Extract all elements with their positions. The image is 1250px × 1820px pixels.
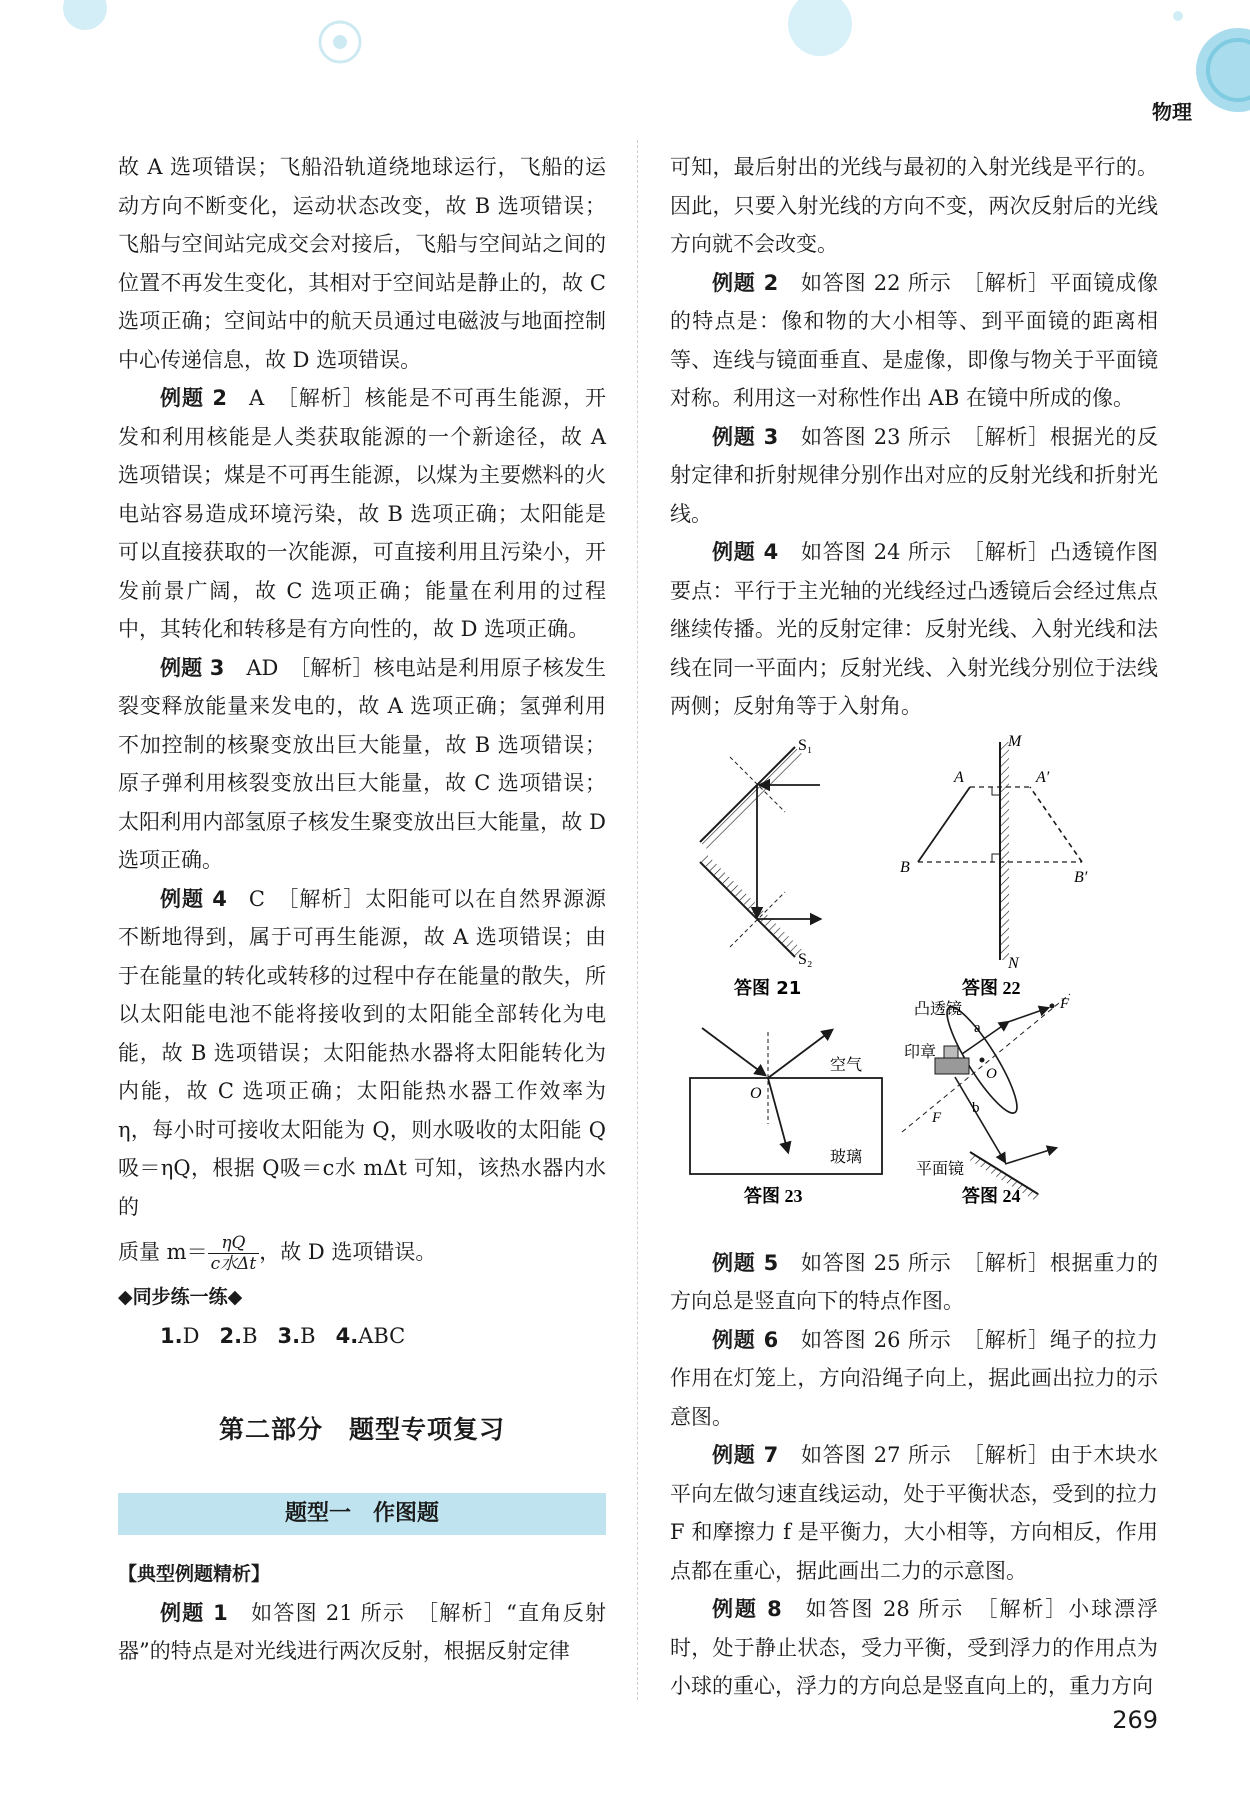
- stamp: [935, 1058, 969, 1074]
- label-air: 空气: [830, 1056, 863, 1074]
- figure-21: [700, 737, 820, 999]
- example-2: [118, 379, 606, 649]
- example-8: [670, 1590, 1158, 1706]
- header-decoration: [0, 0, 1250, 130]
- example-text: 如答图 28 所示 ［解析］小球漂浮时，处于静止状态，受力平衡，受到浮力的作用点为小球的重心，浮力的方向总是竖直向上的，重力方向: [670, 1597, 1158, 1698]
- right-column: [670, 148, 1158, 1706]
- example-3: [670, 418, 1158, 534]
- fraction-numerator: ηQ: [208, 1233, 260, 1254]
- label-a: a: [974, 1019, 981, 1036]
- reflected-ray: [768, 1030, 832, 1078]
- mirror-s2: [700, 862, 795, 957]
- answer-value: B: [242, 1323, 258, 1348]
- label-n: N: [1008, 954, 1019, 972]
- caption-fig24: 答图 24: [962, 1185, 1021, 1206]
- example-text: 如答图 21 所示 ［解析］“直角反射器”的特点是对光线进行两次反射，根据反射定律: [118, 1600, 606, 1663]
- example-label: 例题 5: [712, 1250, 779, 1275]
- label-b-prime: B′: [1074, 868, 1088, 886]
- label-b: b: [972, 1099, 980, 1116]
- fraction-denominator: c水Δt: [210, 1254, 257, 1274]
- answer-number: 3.: [277, 1323, 301, 1348]
- caption-fig22: 答图 22: [962, 977, 1021, 998]
- left-column: [118, 148, 606, 1671]
- caption-fig21: 答图 21: [734, 977, 802, 999]
- example-label: 例题 3: [712, 424, 779, 449]
- answer-number: 2.: [219, 1323, 243, 1348]
- answer-number: 1.: [160, 1323, 183, 1348]
- example-2: [670, 264, 1158, 418]
- mirror-s1: [700, 747, 795, 842]
- example-text: C ［解析］太阳能可以在自然界源源不断地得到，属于可再生能源，故 A 选项错误；由于在能量的转化或转移的过程中存在能量的散失，所以太阳能电池不能将接收到的太阳能全部转化为电能，故 B 选项错误；太阳能热水器将太阳能转化为内能，故 C 选项正确；太阳能热水器工作效率为 η，每小时可接收太阳能为 Q，则水吸收的太阳能 Q吸＝ηQ，根据 Q吸＝c水 mΔt 可知，该热水器内水的: [118, 886, 606, 1219]
- example-3: [118, 649, 606, 880]
- figure-23: [690, 1028, 882, 1206]
- example-label: 例题 7: [712, 1443, 779, 1467]
- example-7: [670, 1436, 1158, 1590]
- example-4: [670, 533, 1158, 726]
- example-text: 如答图 24 所示 ［解析］凸透镜作图要点：平行于主光轴的光线经过凸透镜后会经过焦点继续传播。光的反射定律：反射光线、入射光线和法线在同一平面内；反射光线、入射光线分别位于法线两侧；反射角等于入射角。: [670, 540, 1158, 718]
- focus-point: [1050, 1003, 1055, 1008]
- figure-22: [900, 733, 1088, 998]
- example-5: [670, 1244, 1158, 1321]
- example-label: 例题 6: [712, 1327, 779, 1352]
- example-label: 例题 1: [160, 1600, 228, 1625]
- caption-fig23: 答图 23: [744, 1185, 803, 1206]
- label-stamp: 印章: [904, 1043, 937, 1061]
- example-label: 例题 4: [712, 540, 779, 564]
- answer-value: D: [182, 1323, 200, 1348]
- ray-b: [955, 1077, 1005, 1162]
- example-text: AD ［解析］核电站是利用原子核发生裂变释放能量来发电的，故 A 选项正确；氢弹利用不加控制的核聚变放出巨大能量，故 B 选项错误；原子弹利用核裂变放出巨大能量，故 C 选项错误；太阳利用内部氢原子核发生聚变放出巨大能量，故 D 选项正确。: [118, 655, 606, 872]
- example-6: [670, 1321, 1158, 1437]
- answer-value: ABC: [358, 1323, 406, 1348]
- example-text: 如答图 26 所示 ［解析］绳子的拉力作用在灯笼上，方向沿绳子向上，据此画出拉力的示意图。: [670, 1327, 1158, 1429]
- right-angle-mark: [992, 787, 1000, 795]
- example-label: 例题 2: [712, 270, 779, 295]
- example-4: [118, 880, 606, 1227]
- practice-title: ◆同步练一练◆: [118, 1286, 243, 1308]
- column-divider: [637, 140, 638, 1700]
- mirror-s1-hatch: [704, 751, 799, 846]
- example-text: 如答图 25 所示 ［解析］根据重力的方向总是竖直向下的特点作图。: [670, 1250, 1158, 1313]
- example-text: A ［解析］核能是不可再生能源，开发和利用核能是人类获取能源的一个新途径，故 A 选项错误；煤是不可再生能源，以煤为主要燃料的火电站容易造成环境污染，故 B 选项正确；太阳能是可以直接获取的一次能源，可直接利用且污染小，开发前景广阔，故 C 选项正确；能量在利用的过程中，其转化和转移是有方向性的，故 D 选项正确。: [118, 386, 606, 641]
- decor-circle: [63, 0, 107, 30]
- mirror-hatch: [1001, 742, 1009, 960]
- label-a-prime: A′: [1036, 768, 1050, 786]
- label-lens: 凸透镜: [914, 1000, 963, 1018]
- label-a: A: [954, 768, 964, 786]
- image-ab: [1030, 787, 1082, 862]
- stamp-handle: [944, 1046, 958, 1058]
- example-label: 例题 3: [160, 655, 225, 680]
- example-text: 如答图 22 所示 ［解析］平面镜成像的特点是：像和物的大小相等、到平面镜的距离相等、连线与镜面垂直、是虚像，即像与物关于平面镜对称。利用这一对称性作出 AB 在镜中所成的像。: [670, 270, 1158, 410]
- example-text: 如答图 23 所示 ［解析］根据光的反射定律和折射规律分别作出对应的反射光线和折射光线。: [670, 424, 1158, 526]
- ray-a: [962, 1019, 1008, 1054]
- example-label: 例题 2: [160, 386, 227, 410]
- figures-block: [670, 732, 1158, 1240]
- label-mirror: 平面镜: [916, 1160, 965, 1178]
- answers-line: [118, 1317, 606, 1356]
- label-b: B: [900, 858, 910, 876]
- section-label: 【典型例题精析】: [118, 1563, 271, 1585]
- answer-value: B: [300, 1323, 316, 1348]
- decor-circle: [788, 0, 852, 56]
- label-o: O: [986, 1065, 997, 1082]
- paragraph: 故 A 选项错误；飞船沿轨道绕地球运行，飞船的运动方向不断变化，运动状态改变，故 B 选项错误；飞船与空间站完成交会对接后，飞船与空间站之间的位置不再发生变化，其相对于空间站是静止的，故 C 选项正确；空间站中的航天员通过电磁波与地面控制中心传递信息，故 D 选项错误。: [118, 155, 606, 372]
- right-angle-mark: [992, 854, 1000, 862]
- label-f2: F: [932, 1109, 942, 1126]
- example-4-formula-line: [118, 1226, 606, 1278]
- mirror-s2-hatch: [704, 858, 799, 953]
- example-label: 例题 4: [160, 886, 227, 911]
- label-glass: 玻璃: [830, 1148, 863, 1166]
- example-label: 例题 8: [712, 1597, 782, 1621]
- reflected-ray: [1005, 1148, 1056, 1164]
- part-title: 第二部分 题型专项复习: [218, 1415, 505, 1444]
- refracted-ray: [768, 1078, 788, 1152]
- optical-center: [980, 1057, 985, 1062]
- decor-dot: [1173, 11, 1183, 21]
- example-1: [118, 1594, 606, 1671]
- page-number: 269: [1112, 1706, 1158, 1734]
- fraction: [208, 1233, 260, 1274]
- ray-a-out: [1008, 1008, 1048, 1022]
- label-s2: S₂: [798, 950, 813, 968]
- label-o: O: [750, 1084, 762, 1102]
- label-m: M: [1008, 732, 1022, 750]
- label-f1: F: [1060, 995, 1070, 1012]
- subject-label: 物理: [1152, 100, 1192, 124]
- incident-ray: [702, 1028, 765, 1075]
- paragraph: 可知，最后射出的光线与最初的入射光线是平行的。因此，只要入射光线的方向不变，两次反射后的光线方向就不会改变。: [670, 155, 1158, 256]
- example-text: 如答图 27 所示 ［解析］由于木块水平向左做匀速直线运动，处于平衡状态，受到的拉力 F 和摩擦力 f 是平衡力，大小相等，方向相反，作用点都在重心，据此画出二力的示意图。: [670, 1443, 1158, 1583]
- label-s1: S₁: [798, 736, 813, 754]
- decor-dot: [333, 35, 347, 49]
- answer-number: 4.: [335, 1323, 359, 1348]
- formula-suffix: ，故 D 选项错误。: [259, 1240, 437, 1264]
- formula-prefix: 质量 m＝: [118, 1240, 208, 1264]
- object-ab: [918, 787, 970, 862]
- figure-24: [902, 994, 1070, 1206]
- section-band-title: 题型一 作图题: [118, 1493, 606, 1535]
